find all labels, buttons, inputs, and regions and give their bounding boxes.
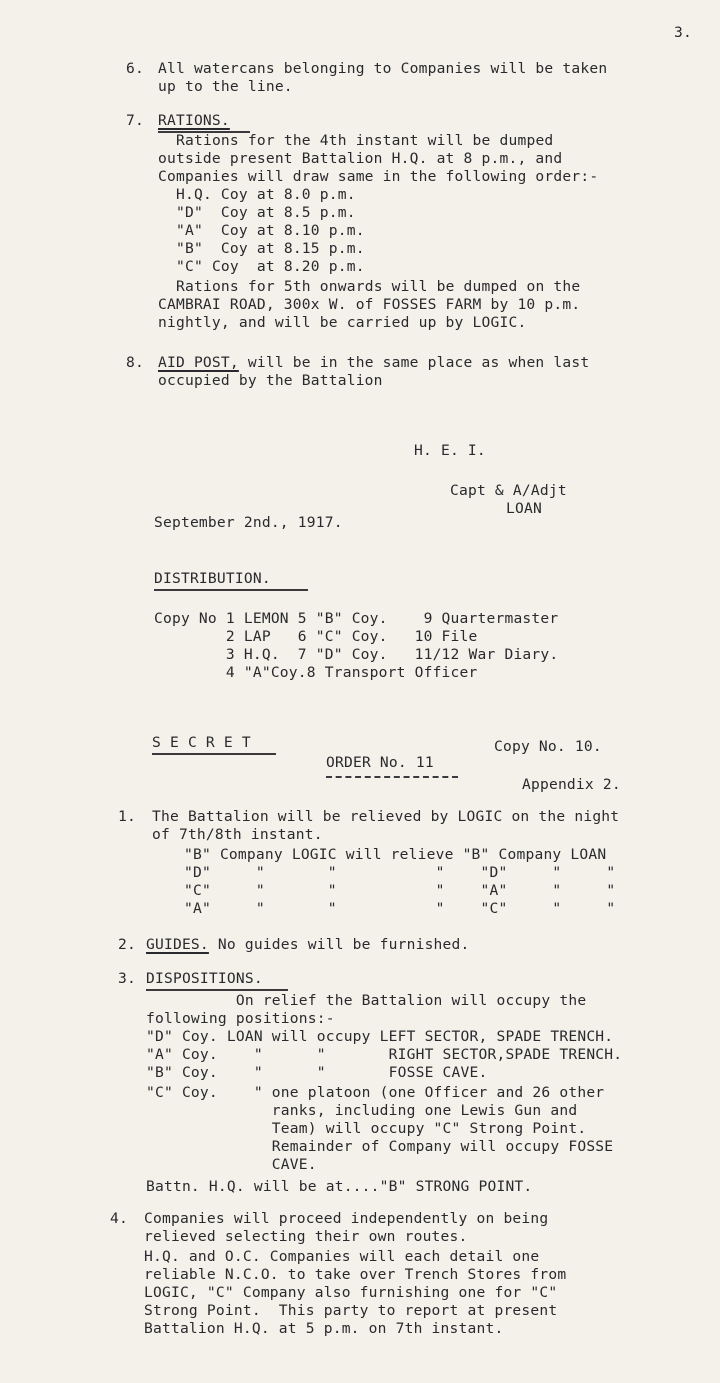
rations-line-4: Rations for 5th onwards will be dumped on the xyxy=(176,278,581,295)
para-2-number: 2. xyxy=(118,936,136,953)
rations-heading: RATIONS. xyxy=(158,112,230,129)
guides-text: No guides will be furnished. xyxy=(208,936,470,953)
aid-post-line-2: occupied by the Battalion xyxy=(158,372,383,389)
rations-line-6: nightly, and will be carried up by LOGIC. xyxy=(158,314,527,331)
ration-order-row: "D" Coy at 8.5 p.m. xyxy=(176,204,356,221)
dispositions-line: "C" Coy. " one platoon (one Officer and 26 other xyxy=(146,1084,605,1101)
signature-unit: LOAN xyxy=(506,500,542,517)
distribution-row: 2 LAP 6 "C" Coy. 10 File xyxy=(154,628,478,645)
dispositions-line: "A" Coy. " " RIGHT SECTOR,SPADE TRENCH. xyxy=(146,1046,623,1063)
rations-line-2: outside present Battalion H.Q. at 8 p.m., and xyxy=(158,150,563,167)
guides-line xyxy=(146,936,470,954)
rations-line-1: Rations for the 4th instant will be dumped xyxy=(176,132,554,149)
distribution-underline xyxy=(154,589,308,591)
item-6-number: 6. xyxy=(126,60,144,77)
ration-order-row: "B" Coy at 8.15 p.m. xyxy=(176,240,365,257)
item-7-number: 7. xyxy=(126,112,144,129)
relief-table-row: "B" Company LOGIC will relieve "B" Company LOAN xyxy=(184,846,607,863)
relief-table-row: "A" " " " "C" " " xyxy=(184,900,616,917)
para-4-line: LOGIC, "C" Company also furnishing one for "C" xyxy=(144,1284,558,1301)
ration-order-row: H.Q. Coy at 8.0 p.m. xyxy=(176,186,356,203)
relief-table-row: "D" " " " "D" " " xyxy=(184,864,616,881)
page-number: 3. xyxy=(674,24,692,41)
para-4-line: relieved selecting their own routes. xyxy=(144,1228,468,1245)
aid-post-text: will be in the same place as when last xyxy=(238,354,590,371)
appendix-label: Appendix 2. xyxy=(522,776,621,793)
dispositions-line: CAVE. xyxy=(146,1156,317,1173)
para-1-line-2: of 7th/8th instant. xyxy=(152,826,323,843)
distribution-row: 3 H.Q. 7 "D" Coy. 11/12 War Diary. xyxy=(154,646,559,663)
dispositions-line: "D" Coy. LOAN will occupy LEFT SECTOR, SPADE TRENCH. xyxy=(146,1028,614,1045)
dispositions-line: "B" Coy. " " FOSSE CAVE. xyxy=(146,1064,488,1081)
signature-rank: Capt & A/Adjt xyxy=(450,482,567,499)
order-title: ORDER No. 11 xyxy=(326,754,434,771)
para-4-line: Battalion H.Q. at 5 p.m. on 7th instant. xyxy=(144,1320,504,1337)
para-1-number: 1. xyxy=(118,808,136,825)
aid-post-line-1 xyxy=(158,354,589,372)
distribution-heading: DISTRIBUTION. xyxy=(154,570,271,587)
para-4-line: H.Q. and O.C. Companies will each detail one xyxy=(144,1248,540,1265)
para-4-line: reliable N.C.O. to take over Trench Stores from xyxy=(144,1266,567,1283)
guides-heading: GUIDES. xyxy=(146,936,209,953)
distribution-row: Copy No 1 LEMON 5 "B" Coy. 9 Quartermaster xyxy=(154,610,559,627)
para-4-line: Companies will proceed independently on being xyxy=(144,1210,549,1227)
para-4-number: 4. xyxy=(110,1210,128,1227)
item-6-line-1: All watercans belonging to Companies will be taken xyxy=(158,60,608,77)
dispositions-line: On relief the Battalion will occupy the xyxy=(146,992,587,1009)
signature-initials: H. E. I. xyxy=(414,442,486,459)
para-4-line: Strong Point. This party to report at present xyxy=(144,1302,558,1319)
item-8-number: 8. xyxy=(126,354,144,371)
item-6-line-2: up to the line. xyxy=(158,78,293,95)
rations-line-3: Companies will draw same in the following order:- xyxy=(158,168,599,185)
copy-number: Copy No. 10. xyxy=(494,738,602,755)
dispositions-line: Team) will occupy "C" Strong Point. xyxy=(146,1120,587,1137)
dispositions-line: Battn. H.Q. will be at...."B" STRONG POINT. xyxy=(146,1178,533,1195)
secret-heading: S E C R E T xyxy=(152,734,251,751)
para-3-number: 3. xyxy=(118,970,136,987)
dispositions-line: Remainder of Company will occupy FOSSE xyxy=(146,1138,614,1155)
rations-line-5: CAMBRAI ROAD, 300x W. of FOSSES FARM by 10 p.m. xyxy=(158,296,581,313)
dispositions-underline xyxy=(146,989,288,991)
aid-post-heading: AID POST, xyxy=(158,354,239,371)
secret-underline xyxy=(152,753,276,755)
dispositions-heading: DISPOSITIONS. xyxy=(146,970,263,987)
document-date: September 2nd., 1917. xyxy=(154,514,343,531)
dispositions-line: following positions:- xyxy=(146,1010,335,1027)
ration-order-row: "C" Coy at 8.20 p.m. xyxy=(176,258,365,275)
relief-table-row: "C" " " " "A" " " xyxy=(184,882,616,899)
para-1-line-1: The Battalion will be relieved by LOGIC on the night xyxy=(152,808,620,825)
ration-order-row: "A" Coy at 8.10 p.m. xyxy=(176,222,365,239)
order-title-underline xyxy=(326,776,458,778)
distribution-row: 4 "A"Coy.8 Transport Officer xyxy=(154,664,478,681)
dispositions-line: ranks, including one Lewis Gun and xyxy=(146,1102,578,1119)
